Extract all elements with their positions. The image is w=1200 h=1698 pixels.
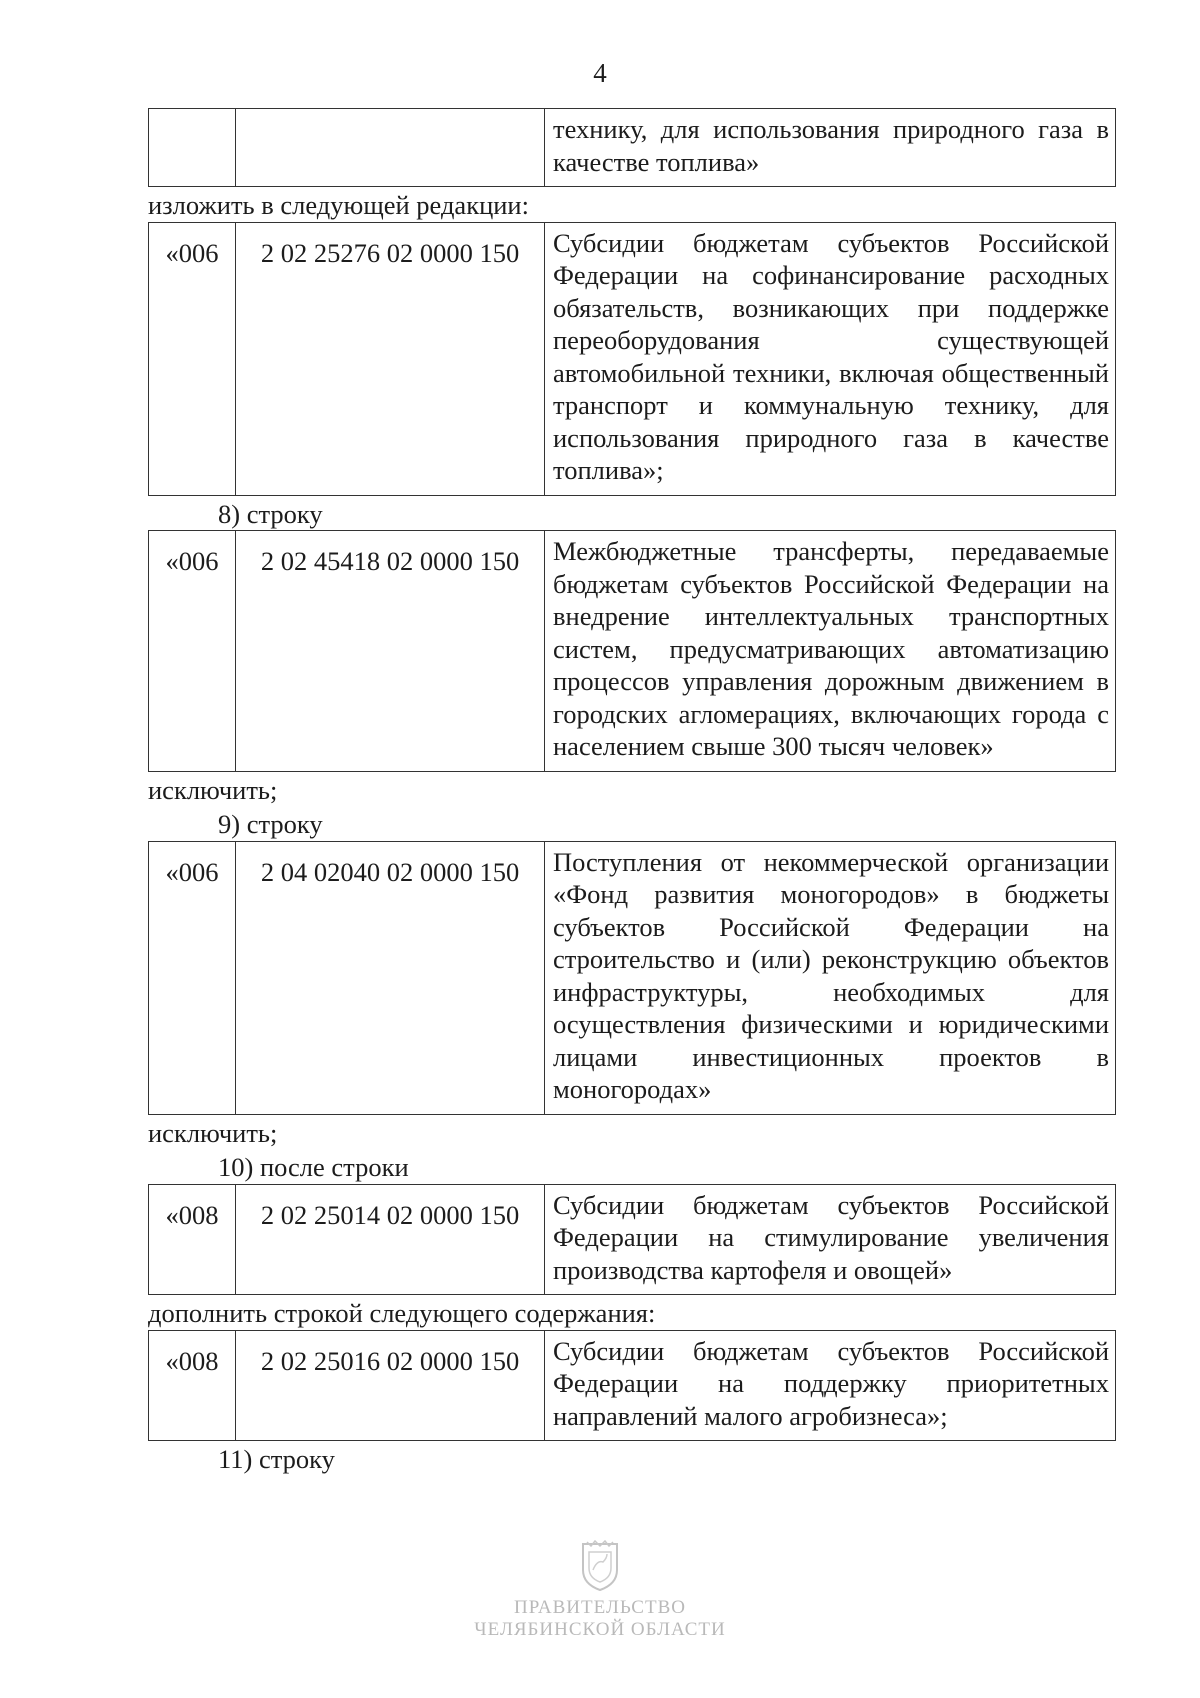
paragraph: изложить в следующей редакции: — [148, 190, 529, 220]
table-row — [149, 1330, 1116, 1441]
admin-code-cell: «008 — [149, 1330, 236, 1441]
admin-code-cell — [149, 109, 236, 187]
description-cell: Субсидии бюджетам субъектов Российской Федерации на софинансирование расходных обязательств, возникающих при поддержке переоборудования существующей автомобильной техники, включая общественный транспорт и коммунальную технику, для использования природного газа в качестве топлива»; — [545, 222, 1116, 495]
table-row — [149, 222, 1116, 495]
budget-code-table — [148, 108, 1116, 187]
kbk-code-cell: 2 02 25014 02 0000 150 — [236, 1184, 545, 1295]
stamp-line-2: ЧЕЛЯБИНСКОЙ ОБЛАСТИ — [474, 1619, 726, 1640]
stamp-line-1: ПРАВИТЕЛЬСТВО — [514, 1597, 686, 1618]
paragraph: исключить; — [148, 774, 278, 805]
paragraph: 8) строку — [218, 498, 323, 529]
budget-code-table — [148, 841, 1116, 1115]
paragraph: 9) строку — [218, 809, 323, 839]
table-row — [149, 841, 1116, 1114]
paragraph: исключить; — [148, 1117, 278, 1148]
description-cell: Поступления от некоммерческой организации «Фонд развития моногородов» в бюджеты субъектов Российской Федерации на строительство и (или) реконструкцию объектов инфраструктуры, необходимых для осуществления физическими и юридическими лицами инвестиционных проектов в моногородах» — [545, 841, 1116, 1114]
paragraph: 11) строку — [218, 1444, 335, 1474]
budget-code-table — [148, 530, 1116, 772]
description-cell: технику, для использования природного газа в качестве топлива» — [545, 109, 1116, 187]
description-cell: Субсидии бюджетам субъектов Российской Федерации на поддержку приоритетных направлений малого агробизнеса»; — [545, 1330, 1116, 1441]
kbk-code-cell: 2 02 45418 02 0000 150 — [236, 531, 545, 772]
document-body — [148, 108, 1116, 1476]
table-row — [149, 109, 1116, 187]
paragraph: дополнить строкой следующего содержания: — [148, 1298, 656, 1328]
kbk-code-cell: 2 02 25016 02 0000 150 — [236, 1330, 545, 1441]
budget-code-table — [148, 1184, 1116, 1296]
page-number: 4 — [593, 58, 607, 88]
kbk-code-cell — [236, 109, 545, 187]
description-cell: Межбюджетные трансферты, передаваемые бюджетам субъектов Российской Федерации на внедрение интеллектуальных транспортных систем, предусматривающих автоматизацию процессов управления дорожным движением в городских агломерациях, включающих города с населением свыше 300 тысяч человек» — [545, 531, 1116, 772]
government-stamp — [0, 1540, 1200, 1641]
admin-code-cell: «008 — [149, 1184, 236, 1295]
table-row — [149, 1184, 1116, 1295]
table-row — [149, 531, 1116, 772]
budget-code-table — [148, 1330, 1116, 1442]
admin-code-cell: «006 — [149, 841, 236, 1114]
kbk-code-cell: 2 04 02040 02 0000 150 — [236, 841, 545, 1114]
budget-code-table — [148, 222, 1116, 496]
coat-of-arms-icon — [579, 1540, 621, 1592]
paragraph: 10) после строки — [218, 1152, 409, 1182]
kbk-code-cell: 2 02 25276 02 0000 150 — [236, 222, 545, 495]
admin-code-cell: «006 — [149, 222, 236, 495]
description-cell: Субсидии бюджетам субъектов Российской Федерации на стимулирование увеличения производства картофеля и овощей» — [545, 1184, 1116, 1295]
admin-code-cell: «006 — [149, 531, 236, 772]
